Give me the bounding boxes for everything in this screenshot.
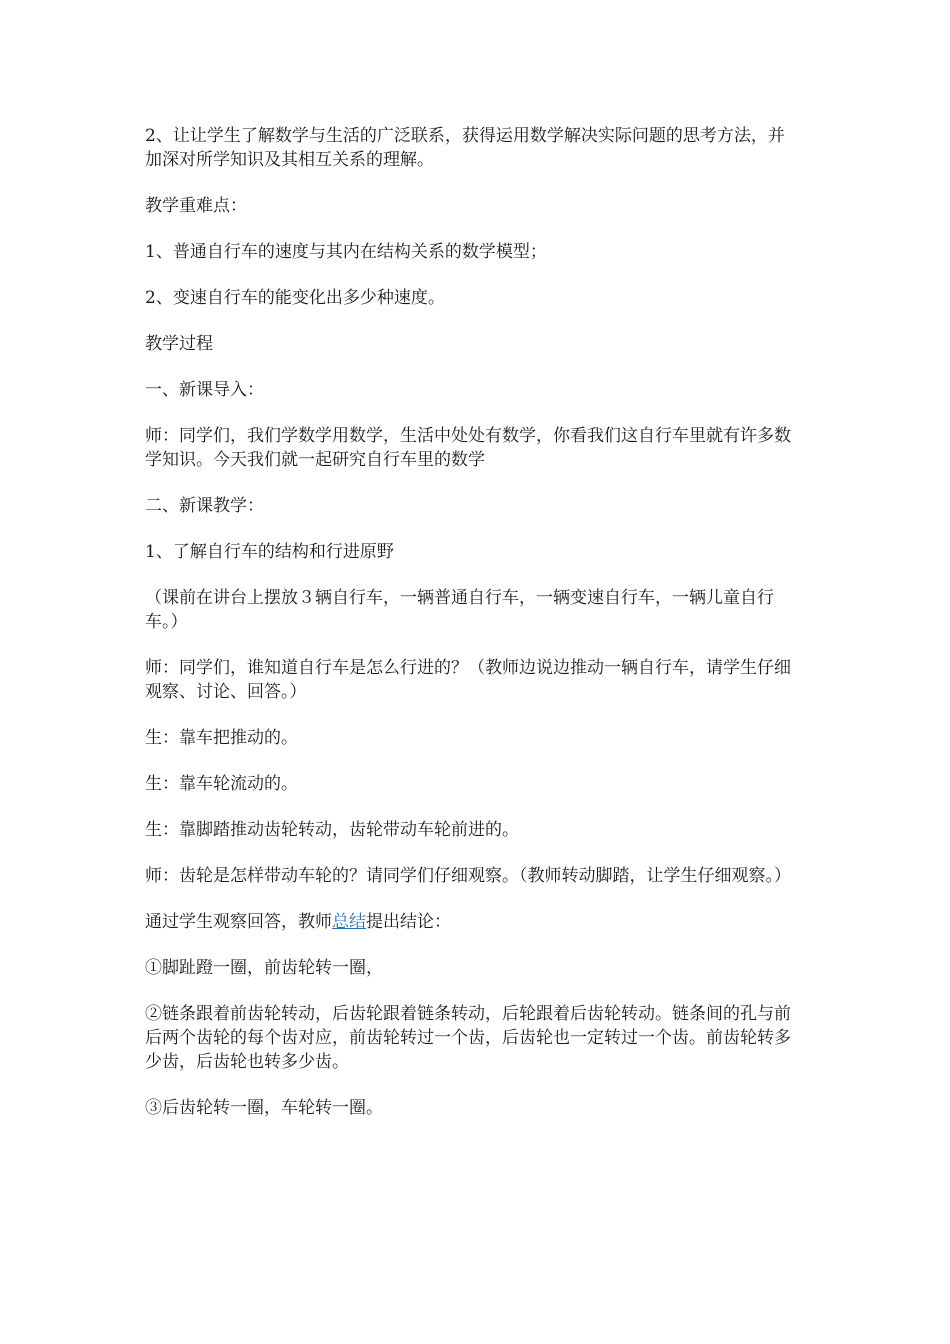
paragraph-conclusion xyxy=(145,910,800,934)
paragraph-student-answer-2: 生：靠车轮流动的。 xyxy=(145,774,298,794)
paragraph-preparation: （课前在讲台上摆放３辆自行车，一辆普通自行车，一辆变速自行车，一辆儿童自行车。） xyxy=(145,588,774,632)
heading-new-lesson-teaching: 二、新课教学： xyxy=(145,496,264,516)
paragraph-objective-2: 2、让让学生了解数学与生活的广泛联系，获得运用数学解决实际问题的思考方法，并加深对所学知识及其相互关系的理解。 xyxy=(145,126,785,170)
heading-teaching-process: 教学过程 xyxy=(145,334,213,354)
paragraph-key-point-1: 1、普通自行车的速度与其内在结构关系的数学模型； xyxy=(145,242,547,262)
conclusion-text-after: 提出结论： xyxy=(366,912,451,932)
heading-new-lesson-intro: 一、新课导入： xyxy=(145,380,264,400)
heading-key-difficult-points: 教学重难点： xyxy=(145,196,247,216)
paragraph-key-point-2: 2、变速自行车的能变化出多少种速度。 xyxy=(145,288,445,308)
paragraph-student-answer-1: 生：靠车把推动的。 xyxy=(145,728,298,748)
list-item-point-3: ③后齿轮转一圈，车轮转一圈。 xyxy=(145,1098,383,1118)
paragraph-teacher-intro: 师：同学们，我们学数学用数学，生活中处处有数学，你看我们这自行车里就有许多数学知识。今天我们就一起研究自行车里的数学 xyxy=(145,426,791,470)
list-item-point-1: ①脚趾蹬一圈，前齿轮转一圈， xyxy=(145,958,383,978)
conclusion-text-before: 通过学生观察回答，教师 xyxy=(145,912,332,932)
paragraph-section-1: 1、了解自行车的结构和行进原野 xyxy=(145,542,394,562)
list-item-point-2: ②链条跟着前齿轮转动，后齿轮跟着链条转动，后轮跟着后齿轮转动。链条间的孔与前后两个齿轮的每个齿对应，前齿轮转过一个齿，后齿轮也一定转过一个齿。前齿轮转多少齿，后齿轮也转多少齿。 xyxy=(145,1004,791,1072)
paragraph-teacher-question-2: 师：齿轮是怎样带动车轮的？请同学们仔细观察。（教师转动脚踏，让学生仔细观察。） xyxy=(145,866,791,886)
paragraph-student-answer-3: 生：靠脚踏推动齿轮转动，齿轮带动车轮前进的。 xyxy=(145,820,519,840)
paragraph-teacher-question-1: 师：同学们，谁知道自行车是怎么行进的？（教师边说边推动一辆自行车，请学生仔细观察、讨论、回答。） xyxy=(145,658,791,702)
summary-link[interactable]: 总结 xyxy=(332,912,366,932)
document-body xyxy=(145,124,800,1142)
